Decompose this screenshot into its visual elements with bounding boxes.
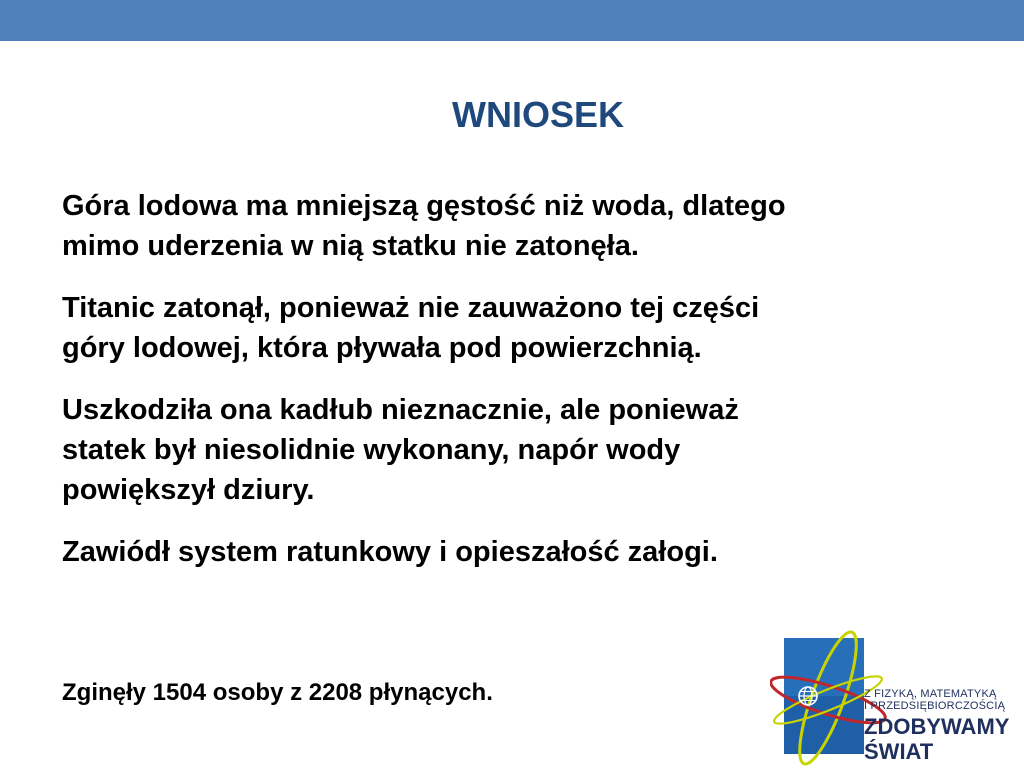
logo-line-3: ZDOBYWAMY bbox=[864, 714, 1010, 739]
casualty-note: Zginęły 1504 osoby z 2208 płynących. bbox=[62, 679, 493, 706]
logo-line-2: I PRZEDSIĘBIORCZOŚCIĄ bbox=[864, 700, 1006, 712]
paragraph-4: Zawiódł system ratunkowy i opieszałość załogi. bbox=[62, 536, 718, 568]
paragraph-3: Uszkodziła ona kadłub nieznacznie, ale ponieważ statek był niesolidnie wykonany, napór wody powiększył dziury. bbox=[62, 394, 739, 506]
slide-body bbox=[62, 186, 962, 594]
top-bar bbox=[0, 0, 1024, 41]
paragraph-1: Góra lodowa ma mniejszą gęstość niż woda, dlatego mimo uderzenia w nią statku nie zatonęła. bbox=[62, 190, 786, 262]
logo-line-4: ŚWIAT bbox=[864, 739, 934, 764]
logo-text bbox=[864, 688, 1024, 764]
logo-line-1: Z FIZYKĄ, MATEMATYKĄ bbox=[864, 688, 997, 700]
slide-title: WNIOSEK bbox=[451, 94, 624, 135]
paragraph-2: Titanic zatonął, ponieważ nie zauważono tej części góry lodowej, która pływała pod powierzchnią. bbox=[62, 292, 760, 364]
